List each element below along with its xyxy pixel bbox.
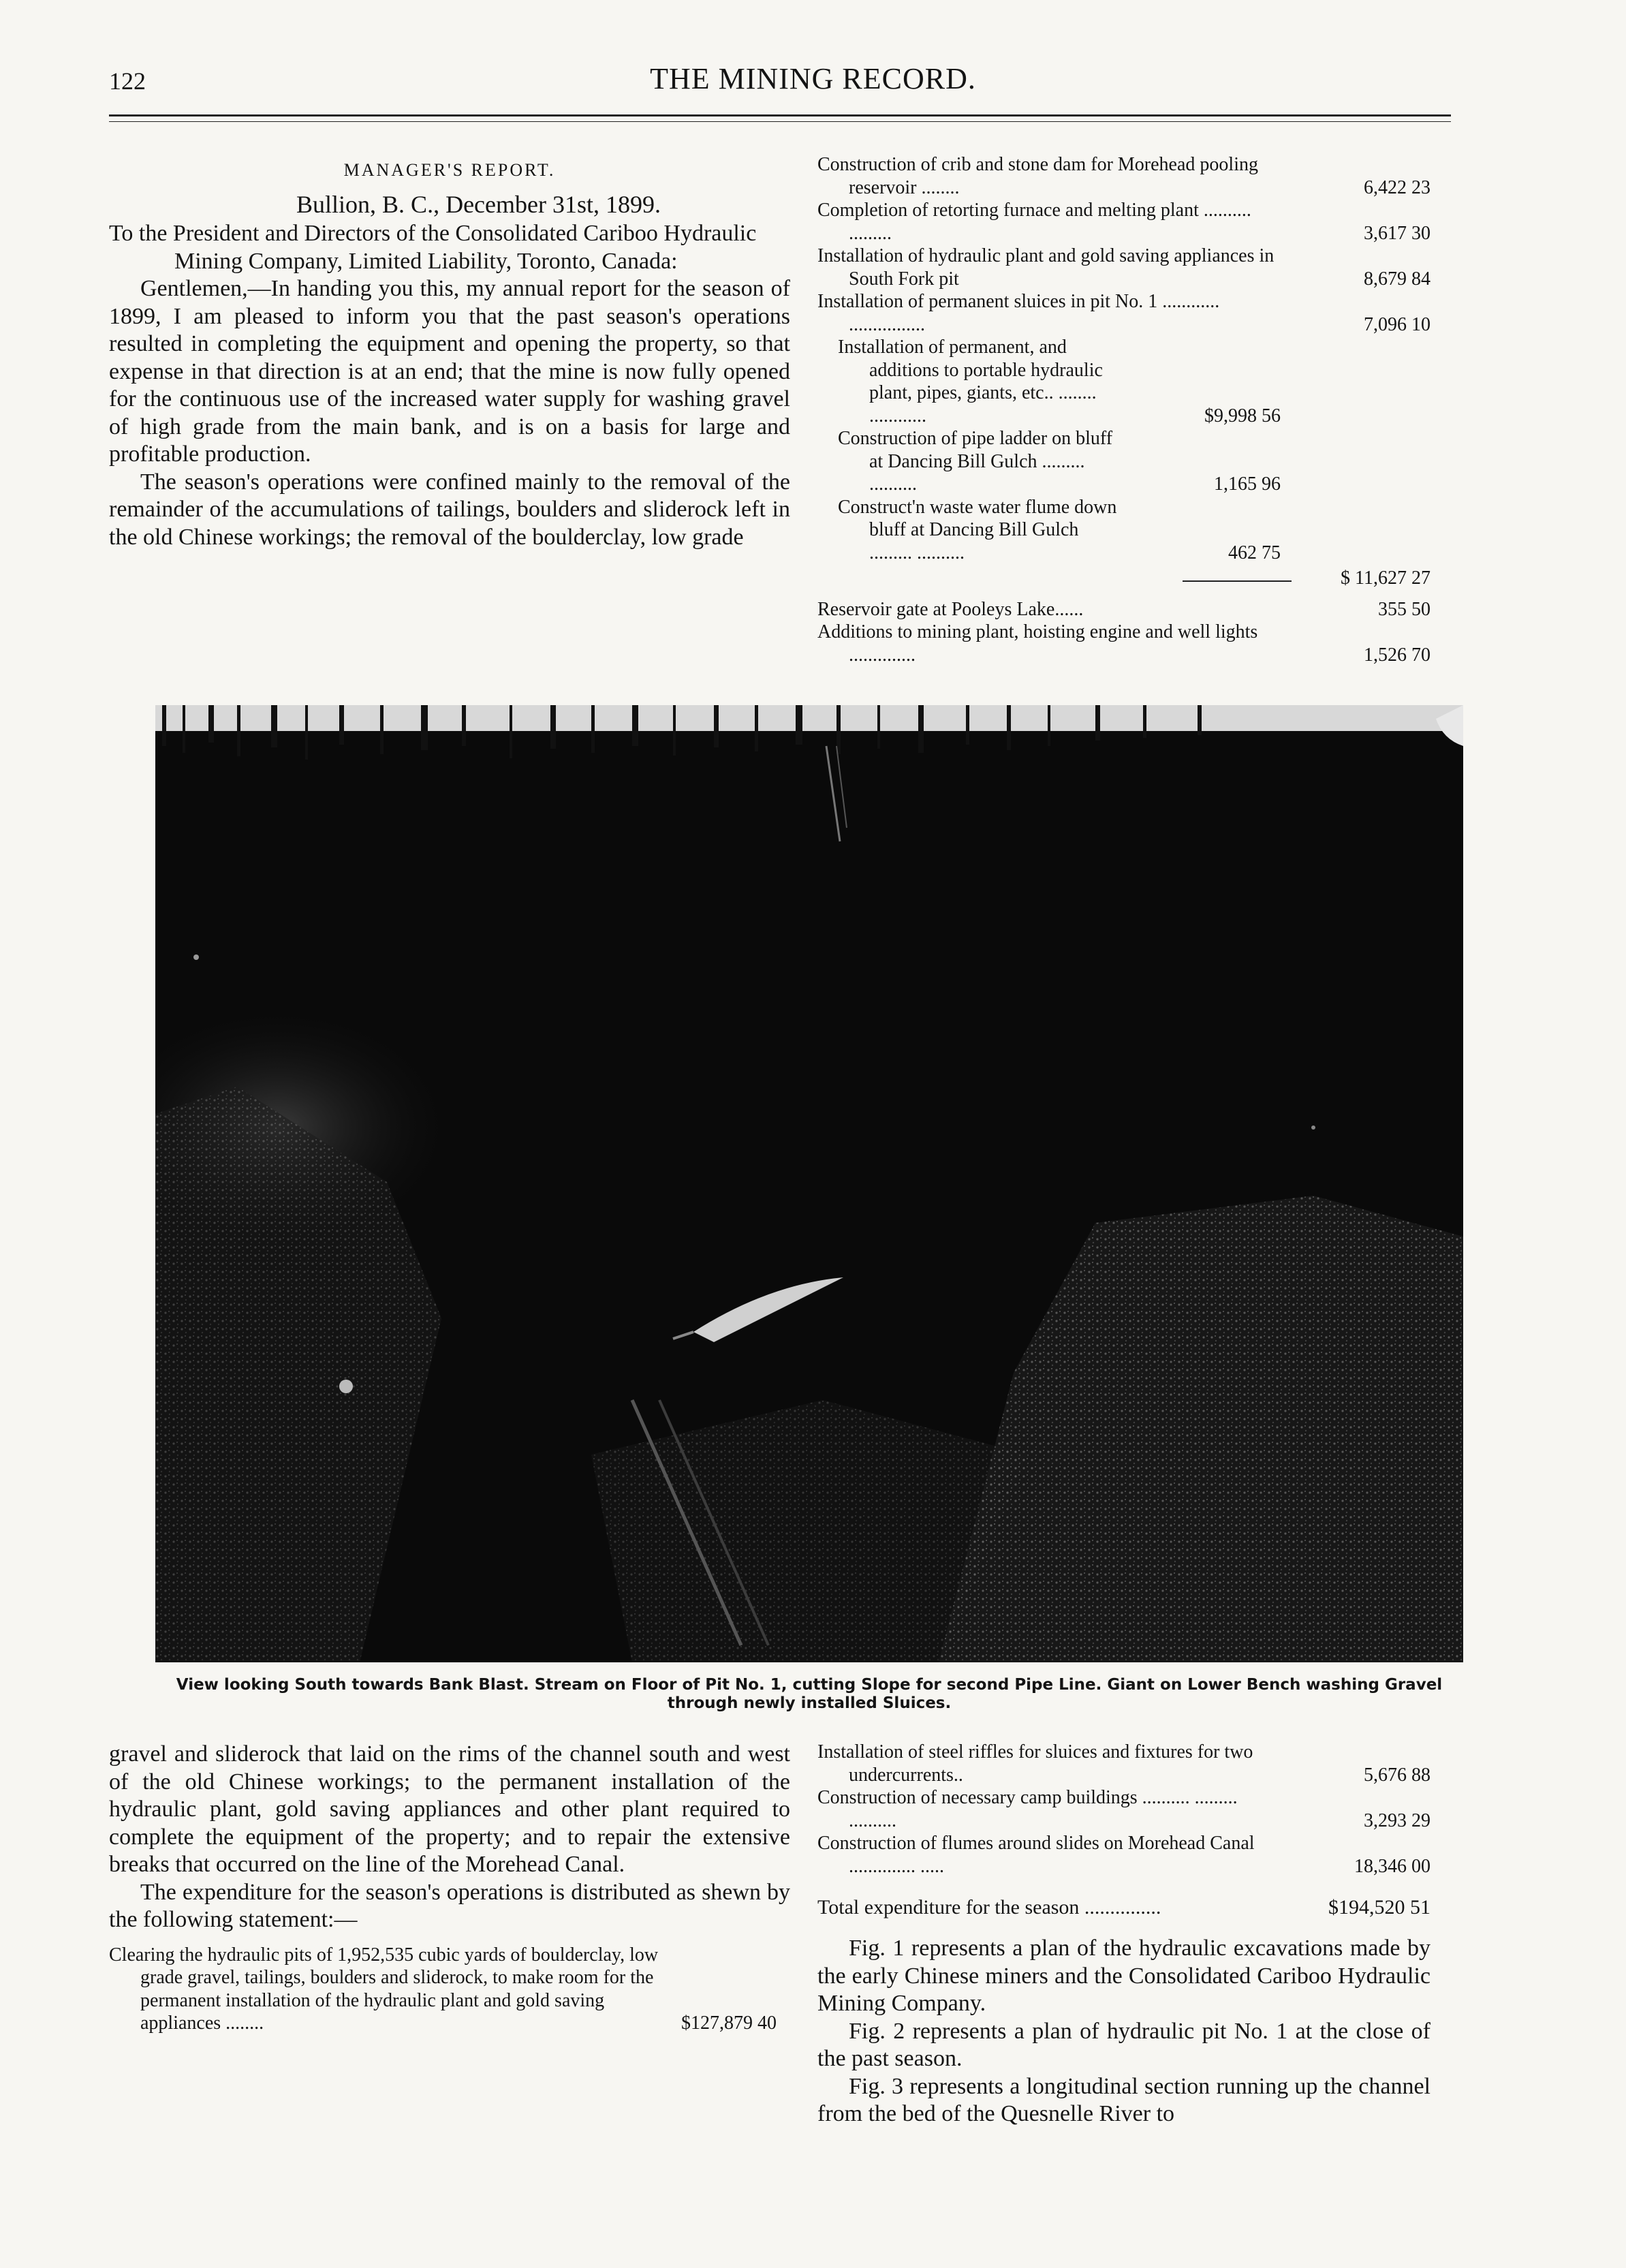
ledger-entry-desc: Construction of necessary camp buildings .......... ......... .......... [817,1787,1238,1831]
page-number: 122 [109,67,146,95]
column-top-left [109,153,790,551]
ledger-subentry-desc: Construction of pipe ladder on bluff at Dancing Bill Gulch ......... .......... [838,428,1113,495]
ledger-entry-amount: 5,676 88 [1364,1764,1430,1786]
ledger-total-desc: Total expenditure for the season ............... [817,1896,1161,1919]
ledger-entry-amount: 8,679 84 [1364,268,1430,290]
header-rule-thin [109,121,1451,122]
mine-photograph [155,705,1463,1662]
ledger-entry-desc: Additions to mining plant, hoisting engine and well lights .............. [817,621,1258,666]
ledger-subentry-desc: Installation of permanent, and additions to portable hydraulic plant, pipes, giants, etc.. ........ ............ [838,337,1103,426]
column-bottom-left [109,1741,790,2035]
ledger-subentry-amount: 462 75 [1228,542,1281,563]
ledger-subtotal-amount: $ 11,627 27 [1341,568,1430,589]
figure-description: Fig. 2 represents a plan of hydraulic pit No. 1 at the close of the past season. [817,2018,1430,2071]
ledger-entry [817,199,1430,245]
ledger-entry [817,1786,1430,1832]
ledger-entry-desc: Reservoir gate at Pooleys Lake...... [817,598,1084,620]
ledger-entry-desc: Installation of permanent sluices in pit No. 1 ............ ................ [817,291,1220,335]
report-paragraph: gravel and sliderock that laid on the rims of the channel south and west of the old Chinese workings; to the permanent installation of the hydraulic plant, gold saving appliances and other plant required to complete the equipment of the property; and to repair the extensive breaks that occurred on the line of the Morehead Canal. [109,1741,790,1877]
column-bottom-right [817,1741,1430,2128]
ledger-entry-amount: 1,526 70 [1364,644,1430,666]
ledger-total-amount: $194,520 51 [1328,1896,1430,1919]
ledger-entry-desc: Installation of steel riffles for sluices and fixtures for two undercurrents.. [817,1741,1253,1786]
ledger-entry-desc: Clearing the hydraulic pits of 1,952,535 cubic yards of boulderclay, low grade gravel, tailings, boulders and sliderock, to make room for the permanent installation of the hydraulic plant and gold saving appliances ........ [109,1944,659,2034]
ledger-entry [817,153,1430,199]
ledger-entry [817,621,1430,666]
ledger-entry [817,1832,1430,1878]
ledger-subentry [817,496,1430,565]
ledger-subentry-amount: 1,165 96 [1214,473,1281,495]
ledger-entry-desc: Installation of hydraulic plant and gold saving appliances in South Fork pit [817,245,1275,290]
report-address: To the President and Directors of the Consolidated Cariboo Hydraulic Mining Company, Limited Liability, Toronto, Canada: [109,221,757,274]
ledger-entry-amount: 3,293 29 [1364,1809,1430,1831]
header-rule [109,114,1451,116]
ledger-total [817,1895,1430,1920]
ledger-entry [817,290,1430,336]
ledger-entry [817,598,1430,621]
photo-illustration [155,705,1463,1662]
report-dateline: Bullion, B. C., December 31st, 1899. [296,191,661,218]
ledger-entry-desc: Completion of retorting furnace and melting plant .......... ......... [817,200,1251,244]
photo-caption: View looking South towards Bank Blast. Stream on Floor of Pit No. 1, cutting Slope for second Pipe Line. Giant on Lower Bench washing Gravel through newly installed Sluices. [176,1676,1443,1712]
ledger-entry-amount: $127,879 40 [681,2013,777,2034]
running-title: THE MINING RECORD. [650,62,976,95]
ledger-entry-desc: Construction of crib and stone dam for Morehead pooling reservoir ........ [817,154,1258,198]
expenditure-ledger-top [817,153,1430,666]
ledger-entry-desc: Construction of flumes around slides on Morehead Canal .............. ..... [817,1833,1255,1877]
ledger-entry-amount: 7,096 10 [1364,313,1430,335]
ledger-subentry [817,427,1430,496]
ledger-subtotal [817,567,1430,590]
ledger-entry [817,245,1430,290]
report-heading: MANAGER'S REPORT. [343,160,556,180]
ledger-subentry-amount: $9,998 56 [1204,405,1281,426]
ledger-entry [817,1741,1430,1786]
ledger-entry-amount: 18,346 00 [1354,1855,1430,1877]
report-paragraph: The season's operations were confined mainly to the removal of the remainder of the accumulations of tailings, boulders and sliderock left in the old Chinese workings; the removal of the boulderclay, low grade [109,469,790,550]
ledger-entry [109,1944,790,2035]
figure-description: Fig. 1 represents a plan of the hydraulic excavations made by the early Chinese miners and the Consolidated Cariboo Hydraulic Mining Company. [817,1936,1430,2016]
ledger-entry-amount: 3,617 30 [1364,222,1430,244]
ledger-entry-amount: 355 50 [1378,598,1430,620]
figure-description: Fig. 3 represents a longitudinal section running up the channel from the bed of the Quesnelle River to [817,2073,1430,2126]
ledger-dash-rule [1183,580,1292,582]
ledger-entry-amount: 6,422 23 [1364,176,1430,198]
report-paragraph: Gentlemen,—In handing you this, my annual report for the season of 1899, I am pleased to inform you that the past season's operations resulted in completing the equipment and opening the property, so that expense in that direction is at an end; that the mine is now fully opened for the continuous use of the increased water supply for washing gravel of high grade from the main bank, and is on a basis for large and profitable production. [109,276,790,467]
ledger-subentry-desc: Construct'n waste water flume down bluff at Dancing Bill Gulch ......... .......... [838,496,1117,563]
ledger-subentry [817,336,1430,427]
report-paragraph: The expenditure for the season's operations is distributed as shewn by the following statement:— [109,1879,790,1932]
